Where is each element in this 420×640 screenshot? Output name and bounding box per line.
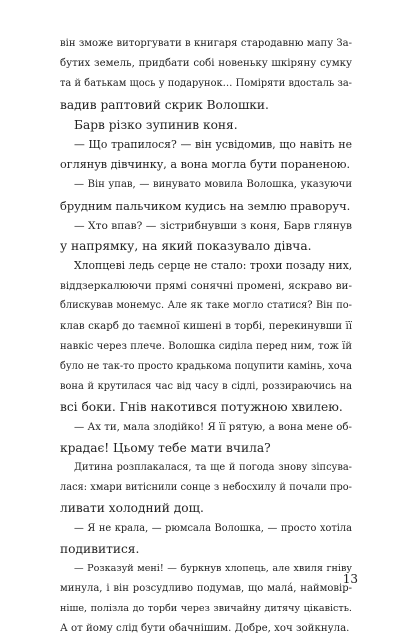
text-line: — Розказуй мені! — буркнув хлопець, але хвиля гніву [74, 562, 352, 574]
text-line: віддзеркалюючи прямі сонячні промені, яскраво ви- [60, 280, 352, 293]
text-line: оглянув дівчинку, а вона могла бути пораненою. [60, 158, 351, 172]
text-line: крадає! Цьому тебе мати вчила? [60, 440, 271, 455]
text-line: та й батькам щось у подарунок… Поміряти вдосталь за- [60, 78, 352, 90]
text-line: клав скарб до таємної кишені в торбі, перекинувши її [60, 320, 352, 332]
text-line: навкіс через плече. Волошка сиділа перед ним, тож їй [60, 340, 352, 352]
text-line: — Що трапилося? — він усвідомив, що навіть не [74, 137, 352, 151]
text-line: вона й крутилася час від часу в сідлі, роззираючись на [60, 381, 352, 393]
text-line: Дитина розплакалася, та ще й погода знову зіпсува- [74, 461, 352, 473]
text-line: вадив раптовий скрик Волошки. [60, 97, 269, 112]
text-line: Барв різко зупинив коня. [74, 117, 238, 132]
text-line: бутих земель, придбати собі новеньку шкіряну сумку [60, 58, 352, 70]
text-line: А от йому слід бути обачнішим. Добре, хоч зойкнула. [60, 623, 350, 635]
body-text [60, 34, 352, 640]
text-line: — Я не крала, — рюмсала Волошка, — просто хотіла [74, 522, 352, 534]
text-line: — Він упав, — винувато мовила Волошка, указуючи [74, 179, 352, 191]
text-line: Хлопцеві ледь серце не стало: трохи позаду них, [74, 259, 353, 273]
text-line: лася: хмари витіснили сонце з небосхилу й почали про- [60, 482, 352, 494]
text-line: минула, і він розсудливо подумав, що мала́, наймовір- [60, 583, 352, 595]
text-line: — Хто впав? — зістрибнувши з коня, Барв глянув [74, 219, 352, 232]
text-line: він зможе виторгувати в книгаря стародавню мапу За- [60, 38, 352, 49]
text-line: всі боки. Гнів накотився потужною хвилею. [60, 400, 343, 415]
text-line: блискував монемус. Але як таке могло статися? Він по- [60, 300, 352, 312]
text-line: подивитися. [60, 541, 140, 556]
text-line: у напрямку, на який показувало дівча. [60, 238, 312, 253]
text-line: ливати холодний дощ. [60, 501, 204, 516]
text-line: ніше, полізла до торби через звичайну дитячу цікавість. [60, 603, 352, 615]
page-number: 13 [342, 572, 358, 586]
text-line: — Ах ти, мала злодійко! Я її рятую, а вона мене об- [74, 421, 352, 433]
text-line: було не так-то просто крадькома поцупити камінь, хоча [60, 361, 352, 372]
text-line: брудним пальчиком кудись на землю праворуч. [60, 198, 351, 213]
